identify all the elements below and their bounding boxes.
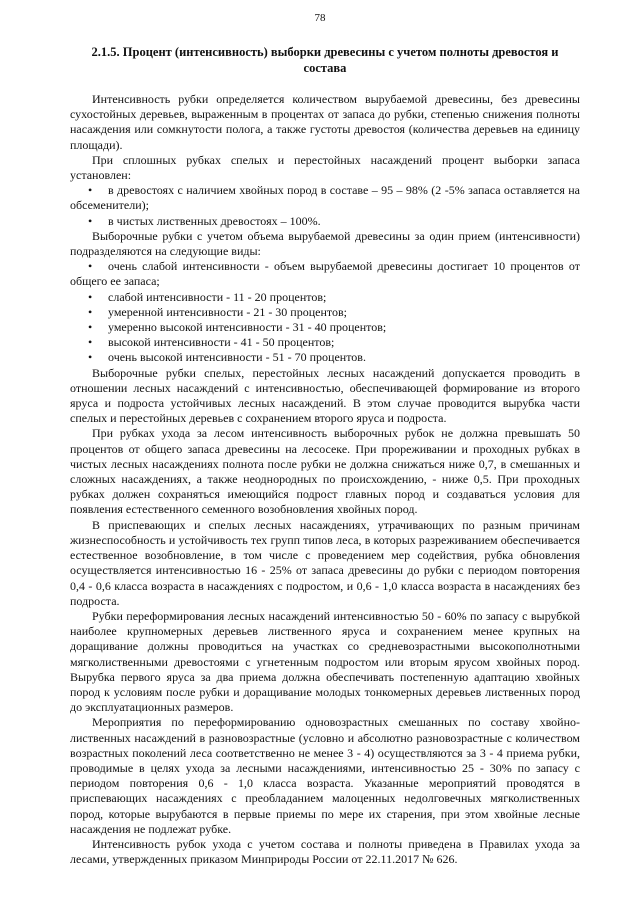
list-item: • очень высокой интенсивности - 51 - 70 процентов. <box>88 350 366 365</box>
paragraph: Выборочные рубки с учетом объема вырубаемой древесины за один прием (интенсивности) подразделяются на следующие виды: <box>70 228 580 259</box>
paragraph: При рубках ухода за лесом интенсивность выборочных рубок не должна превышать 50 процентов от общего запаса древесины на лесосеке. При прореживании и проходных рубках в чистых лесных насаждениях полнота после рубки не должна снижаться ниже 0,7, в смешанных и сложных насаждениях, а также неоднородных по происхождению, - ниже 0,5. При проходных рубках должен сохраняться имеющийся подрост главных пород и создаваться условия для появления естественного семенного возобновления хвойных пород. <box>70 426 580 517</box>
bullet-icon: • <box>88 259 93 274</box>
paragraph: В приспевающих и спелых лесных насаждениях, утрачивающих по разным причинам жизнеспособность и устойчивость тех групп типов леса, в которых разреживанием обеспечивается естественное возобновление, в том числе с проведением мер содействия, рубка обновления осуществляется интенсивностью 16 - 25% от запаса древесины до рубки с периодом повторения 0,4 - 0,6 класса возраста в насаждениях с подростом, и 0,6 - 1,0 класса возраста в насаждениях без подроста. <box>70 517 580 608</box>
paragraph: Интенсивность рубки определяется количеством вырубаемой древесины, без древесины сухостойных деревьев, выраженным в процентах от запаса до рубки, степенью снижения полноты насаждения или сомкнутости полога, а также густоты древостоя (количества деревьев на единицу площади). <box>70 92 580 152</box>
selective-list <box>70 259 580 365</box>
list-item: • умеренной интенсивности - 21 - 30 процентов; <box>88 304 347 319</box>
bullet-icon: • <box>88 350 93 365</box>
bullet-icon: • <box>88 335 93 350</box>
paragraph: Рубки переформирования лесных насаждений интенсивностью 50 - 60% по запасу с вырубкой наиболее крупномерных деревьев лиственного яруса и сохранением менее крупных на доращивание должны проводиться на участках со средневозрастными высокополнотными мягколиственными древостоями с угнетенным подростом или вторым ярусом хвойных пород. Вырубка первого яруса за два приема должна обеспечивать постепенную адаптацию хвойных пород к условиям после рубки и доращивание молодых тонкомерных деревьев лиственных пород до эксплуатационных размеров. <box>70 608 580 715</box>
paragraph: Мероприятия по переформированию одновозрастных смешанных по составу хвойно-лиственных насаждений в разновозрастные (условно и абсолютно разновозрастные с количеством возрастных поколений леса соответственно не менее 3 - 4) осуществляются за 3 - 4 приема рубки, проводимые в целях ухода за лесными насаждениями, интенсивностью 25 - 30% по запасу с периодом повторения 0,6 - 1,0 класса возраста. Указанные мероприятий проводятся в приспевающих насаждениях с преобладанием малоценных недолговечных мягколиственных пород, которые вырубаются в первые приемы по мере их старения, при этом хвойные лесные насаждения не подлежат рубке. <box>70 715 580 836</box>
section-heading: 2.1.5. Процент (интенсивность) выборки древесины с учетом полноты древостоя и состава <box>91 45 559 75</box>
bullet-icon: • <box>88 183 93 198</box>
clearcut-list <box>70 183 580 229</box>
list-item: • очень слабой интенсивности - объем вырубаемой древесины достигает 10 процентов от общего ее запаса; <box>70 259 580 289</box>
page-number: 78 <box>314 12 326 24</box>
bullet-icon: • <box>88 320 93 335</box>
bullet-icon: • <box>88 304 93 319</box>
list-item: • слабой интенсивности - 11 - 20 процентов; <box>88 289 327 304</box>
list-item: • высокой интенсивности - 41 - 50 процентов; <box>88 335 335 350</box>
bullet-icon: • <box>88 289 93 304</box>
paragraph: Интенсивность рубок ухода с учетом состава и полноты приведена в Правилах ухода за лесами, утвержденных приказом Минприроды России от 22.11.2017 № 626. <box>70 836 580 867</box>
list-item: • в чистых лиственных древостоях – 100%. <box>88 213 321 228</box>
bullet-icon: • <box>88 213 93 228</box>
list-item: • умеренно высокой интенсивности - 31 - 40 процентов; <box>88 320 387 335</box>
document-body <box>70 92 580 867</box>
list-item: • в древостоях с наличием хвойных пород в составе – 95 – 98% (2 -5% запаса оставляется на обсеменители); <box>70 183 580 213</box>
paragraph: При сплошных рубках спелых и перестойных насаждений процент выборки запаса установлен: <box>70 152 580 183</box>
paragraph: Выборочные рубки спелых, перестойных лесных насаждений допускается проводить в отношении лесных насаждений с интенсивностью, обеспечивающей формирование из второго яруса и подроста устойчивых лесных насаждений. В этом случае проводится вырубка части спелых и перестойных деревьев с сохранением второго яруса и подроста. <box>70 365 580 426</box>
